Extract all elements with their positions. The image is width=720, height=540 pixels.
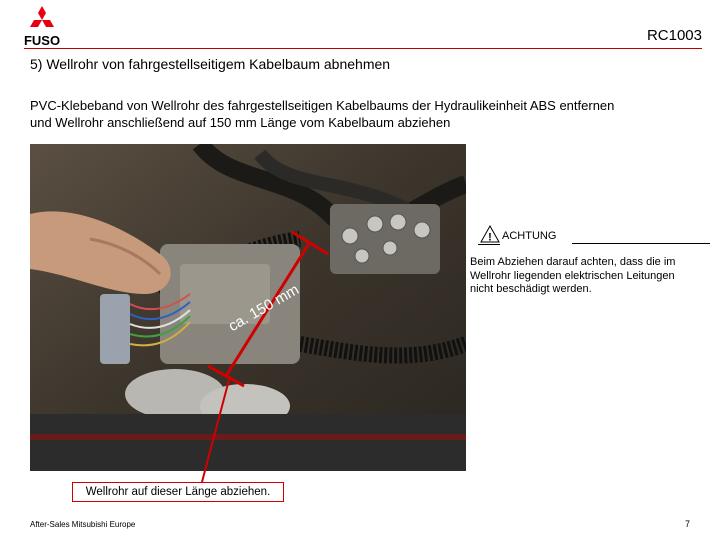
measurement-overlay	[30, 144, 466, 504]
fuso-logo	[16, 4, 68, 48]
warning-line-3: nicht beschädigt werden.	[470, 283, 592, 295]
description-line-2: und Wellrohr anschließend auf 150 mm Länge vom Kabelbaum abziehen	[30, 115, 451, 130]
three-diamonds-icon	[30, 6, 54, 27]
warning-rule-left	[478, 244, 500, 245]
warning-title: ACHTUNG	[502, 230, 557, 242]
brand-wordmark: FUSO	[23, 33, 61, 48]
footer-company: After-Sales Mitsubishi Europe	[30, 520, 136, 529]
warning-text	[470, 256, 710, 297]
warning-line-2: Wellrohr liegenden elektrischen Leitungen	[470, 269, 675, 282]
callout-leader	[202, 376, 230, 482]
warning-symbol: !	[488, 231, 492, 243]
step-description	[30, 97, 690, 131]
document-code: RC1003	[646, 27, 702, 44]
step-heading: 5) Wellrohr von fahrgestellseitigem Kabelbaum abnehmen	[30, 56, 391, 72]
warning-triangle-icon	[480, 225, 500, 243]
measurement-tick-top	[292, 232, 328, 254]
header-divider	[24, 48, 702, 49]
page-number: 7	[684, 519, 690, 529]
warning-line-1: Beim Abziehen darauf achten, dass die im	[470, 256, 676, 268]
measurement-label: ca. 150 mm	[225, 281, 302, 336]
callout-box: Wellrohr auf dieser Länge abziehen.	[72, 482, 284, 502]
measurement-tick-bottom	[208, 366, 244, 386]
warning-rule-right	[572, 243, 710, 244]
description-line-1: PVC-Klebeband von Wellrohr des fahrgestellseitigen Kabelbaums der Hydraulikeinheit ABS entfernen	[30, 98, 615, 113]
